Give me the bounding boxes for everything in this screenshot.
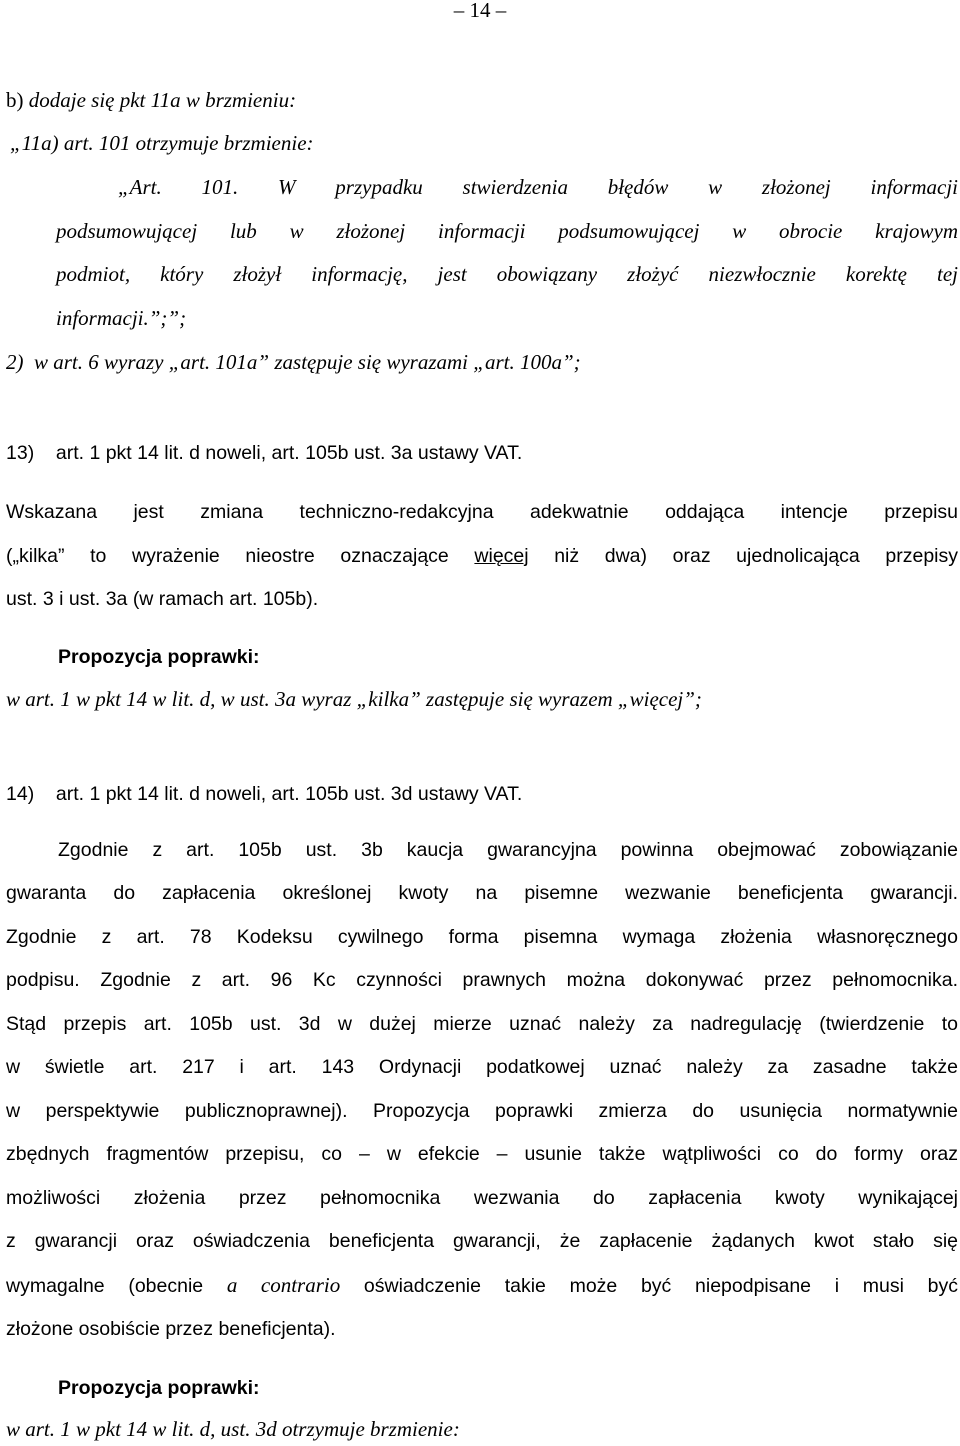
item-14-line-5: Stąd przepis art. 105b ust. 3d w dużej mierze uznać należy za nadregulację (twierdzenie to <box>6 1013 958 1035</box>
item-14-line-12: złożone osobiście przez beneficjenta). <box>6 1318 336 1340</box>
item-14-proposal-text: w art. 1 w pkt 14 w lit. d, ust. 3d otrzymuje brzmienie: <box>6 1417 460 1441</box>
item-14-line-3: Zgodnie z art. 78 Kodeksu cywilnego forma pisemna wymaga złożenia własnoręcznego <box>6 926 958 948</box>
item-14-line-6: w świetle art. 217 i art. 143 Ordynacji podatkowej uznać należy za zasadne także <box>6 1056 958 1078</box>
item-14-heading: 14) art. 1 pkt 14 lit. d noweli, art. 105b ust. 3d ustawy VAT. <box>6 783 523 805</box>
art101-line-1: „Art. 101. W przypadku stwierdzenia błędów w złożonej informacji <box>118 175 958 199</box>
amendment-b-text: dodaje się pkt 11a w brzmieniu: <box>28 88 297 112</box>
item-13-para-line-2 <box>6 543 958 569</box>
item-13-line2-b: niż dwa) oraz ujednolicająca przepisy <box>528 545 959 567</box>
item-14-line-1: Zgodnie z art. 105b ust. 3b kaucja gwarancyjna powinna obejmować zobowiązanie <box>58 839 958 861</box>
item-13-para-line-1: Wskazana jest zmiana techniczno-redakcyjna adekwatnie oddająca intencje przepisu <box>6 501 958 523</box>
item-14-line-9: możliwości złożenia przez pełnomocnika wezwania do zapłacenia kwoty wynikającej <box>6 1187 958 1209</box>
item-14-line11-b: oświadczenie takie może być niepodpisane i musi być <box>340 1275 958 1297</box>
item-13-proposal-label: Propozycja poprawki: <box>58 646 260 668</box>
item-14-line-4: podpisu. Zgodnie z art. 96 Kc czynności prawnych można dokonywać przez pełnomocnika. <box>6 969 958 991</box>
amendment-2: 2) w art. 6 wyrazy „art. 101a” zastępuje się wyrazami „art. 100a”; <box>6 350 581 374</box>
art101-line-3: podmiot, który złożył informację, jest obowiązany złożyć niezwłocznie korektę tej <box>56 262 958 286</box>
item-13-line2-underlined: więcej <box>474 545 529 567</box>
item-14-line11-a: wymagalne (obecnie <box>6 1275 227 1297</box>
item-14-proposal-label: Propozycja poprawki: <box>58 1377 260 1399</box>
item-13-heading: 13) art. 1 pkt 14 lit. d noweli, art. 105b ust. 3a ustawy VAT. <box>6 442 523 464</box>
page-number: – 14 – <box>453 0 507 22</box>
art101-line-2: podsumowującej lub w złożonej informacji podsumowującej w obrocie krajowym <box>56 219 958 243</box>
item-14-line-11 <box>6 1272 958 1299</box>
item-14-line-2: gwaranta do zapłacenia określonej kwoty na pisemne wezwanie beneficjenta gwarancji. <box>6 882 958 904</box>
item-14-line-7: w perspektywie publicznoprawnej). Propozycja poprawki zmierza do usunięcia normatywnie <box>6 1100 958 1122</box>
item-14-line11-italic: a contrario <box>226 1273 341 1297</box>
amendment-b-prefix: b) <box>6 88 29 112</box>
amendment-b-quote: „11a) art. 101 otrzymuje brzmienie: <box>10 131 314 155</box>
item-13-line2-a: („kilka” to wyrażenie nieostre oznaczające <box>6 545 475 567</box>
item-14-line-10: z gwarancji oraz oświadczenia beneficjenta gwarancji, że zapłacenie żądanych kwot stało się <box>6 1230 958 1252</box>
item-13-para-line-3: ust. 3 i ust. 3a (w ramach art. 105b). <box>6 588 319 610</box>
item-14-line-8: zbędnych fragmentów przepisu, co – w efekcie – usunie także wątpliwości co do formy oraz <box>6 1143 958 1165</box>
item-13-proposal-text: w art. 1 w pkt 14 w lit. d, w ust. 3a wyraz „kilka” zastępuje się wyrazem „więcej”; <box>6 687 702 711</box>
amendment-b <box>6 87 296 113</box>
art101-line-4: informacji.”;”; <box>56 306 187 330</box>
